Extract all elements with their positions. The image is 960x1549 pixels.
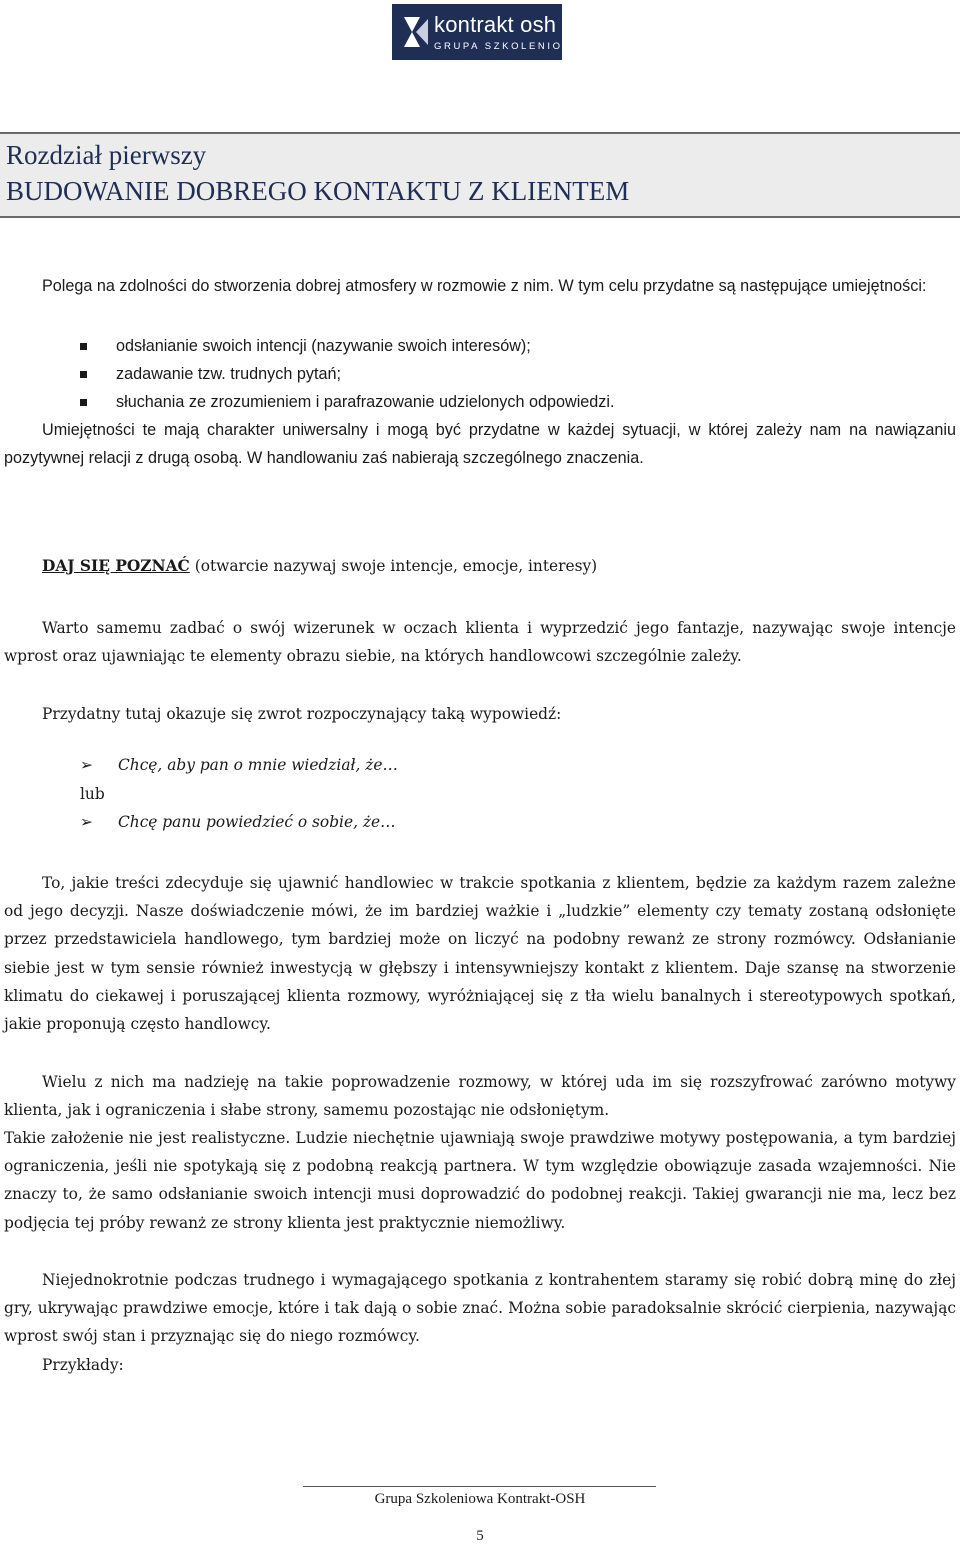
section-heading-bold: DAJ SIĘ POZNAĆ (42, 557, 190, 575)
section-heading-rest: (otwarcie nazywaj swoje intencje, emocje, interesy) (189, 557, 598, 575)
or-text: lub (80, 785, 105, 803)
arrow-bullet-icon: ➢ (80, 756, 93, 774)
skills-list (78, 332, 615, 417)
paragraph: Wielu z nich ma nadzieję na takie poprowadzenie rozmowy, w której uda im się rozszyfrować zarówno motywy klienta, jak i ograniczenia i słabe strony, samemu pozostając nie odsłoniętym. (4, 1073, 956, 1120)
paragraph: Takie założenie nie jest realistyczne. Ludzie niechętnie ujawniają swoje prawdziwe motywy postępowania, a tym bardziej ograniczenia, jeśli nie spotykają się z podobną reakcją partnera. W tym względzie obowiązuje zasada wzajemności. Nie znaczy to, że samo odsłanianie swoich intencji musi doprowadzić do podobnej reakcji. Takiej gwarancji nie ma, lecz bez podjęcia tej próby rewanż ze strony klienta jest praktycznie niemożliwy. (4, 1129, 956, 1232)
logo-name: kontrakt osh (434, 12, 557, 37)
phrase-item (80, 813, 395, 831)
arrow-bullet-icon: ➢ (80, 813, 93, 831)
paragraph: Warto samemu zadbać o swój wizerunek w oczach klienta i wyprzedzić jego fantazje, nazywając swoje intencje wprost oraz ujawniając te elementy obrazu siebie, na których handlowcowi szczególnie zależy. (4, 619, 956, 666)
list-item: słuchania ze zrozumieniem i parafrazowanie udzielonych odpowiedzi. (78, 388, 615, 416)
footer-text: Grupa Szkoleniowa Kontrakt-OSH (374, 1491, 586, 1507)
phrase-item (80, 756, 398, 774)
logo-mark-icon (402, 15, 430, 49)
page-number: 5 (476, 1528, 484, 1544)
phrase-text: Chcę, aby pan o mnie wiedział, że… (118, 756, 398, 774)
logo (392, 4, 583, 60)
paragraph: To, jakie treści zdecyduje się ujawnić handlowiec w trakcie spotkania z klientem, będzie za każdym razem zależne od jego decyzji. Nasze doświadczenie mówi, że im bardziej ważkie i „ludzkie” elementy czy tematy zostaną odsłonięte przez przedstawiciela handlowego, tym bardziej może on liczyć na podobny rewanż ze strony rozmówcy. Odsłanianie siebie jest w tym sensie również inwestycją w głębszy i intensywniejszy kontakt z klientem. Daje szansę na stworzenie klimatu do ciekawej i poruszającej klienta rozmowy, wyróżniającej się z tła wielu banalnych i stereotypowych spotkań, jakie proponują często handlowcy. (4, 874, 956, 1034)
phrase-text: Chcę panu powiedzieć o sobie, że… (118, 813, 396, 831)
section-heading (42, 557, 597, 575)
footer-divider (303, 1486, 656, 1487)
chapter-subtitle: BUDOWANIE DOBREGO KONTAKTU Z KLIENTEM (6, 176, 630, 206)
logo-subtitle: GRUPA SZKOLENIOWA (434, 41, 583, 52)
intro-paragraph: Polega na zdolności do stworzenia dobrej atmosfery w rozmowie z nim. W tym celu przydatne są następujące umiejętności: (42, 277, 927, 295)
paragraph: Niejednokrotnie podczas trudnego i wymagającego spotkania z kontrahentem staramy się robić dobrą minę do złej gry, ukrywając prawdziwe emocje, które i tak dają o sobie znać. Można sobie paradoksalnie skrócić cierpienia, nazywając wprost swój stan i przyznając się do niego rozmówcy. (4, 1271, 956, 1346)
intro-after-paragraph: Umiejętności te mają charakter uniwersalny i mogą być przydatne w każdej sytuacji, w której zależy nam na nawiązaniu pozytywnej relacji z drugą osobą. W handlowaniu zaś nabierają szczególnego znaczenia. (4, 421, 956, 468)
paragraph: Przydatny tutaj okazuje się zwrot rozpoczynający taką wypowiedź: (42, 705, 562, 723)
chapter-header (0, 132, 960, 218)
list-item: odsłanianie swoich intencji (nazywanie swoich interesów); (78, 332, 615, 360)
list-item: zadawanie tzw. trudnych pytań; (78, 360, 615, 388)
chapter-title: Rozdział pierwszy (6, 140, 207, 170)
paragraph: Przykłady: (42, 1356, 124, 1374)
